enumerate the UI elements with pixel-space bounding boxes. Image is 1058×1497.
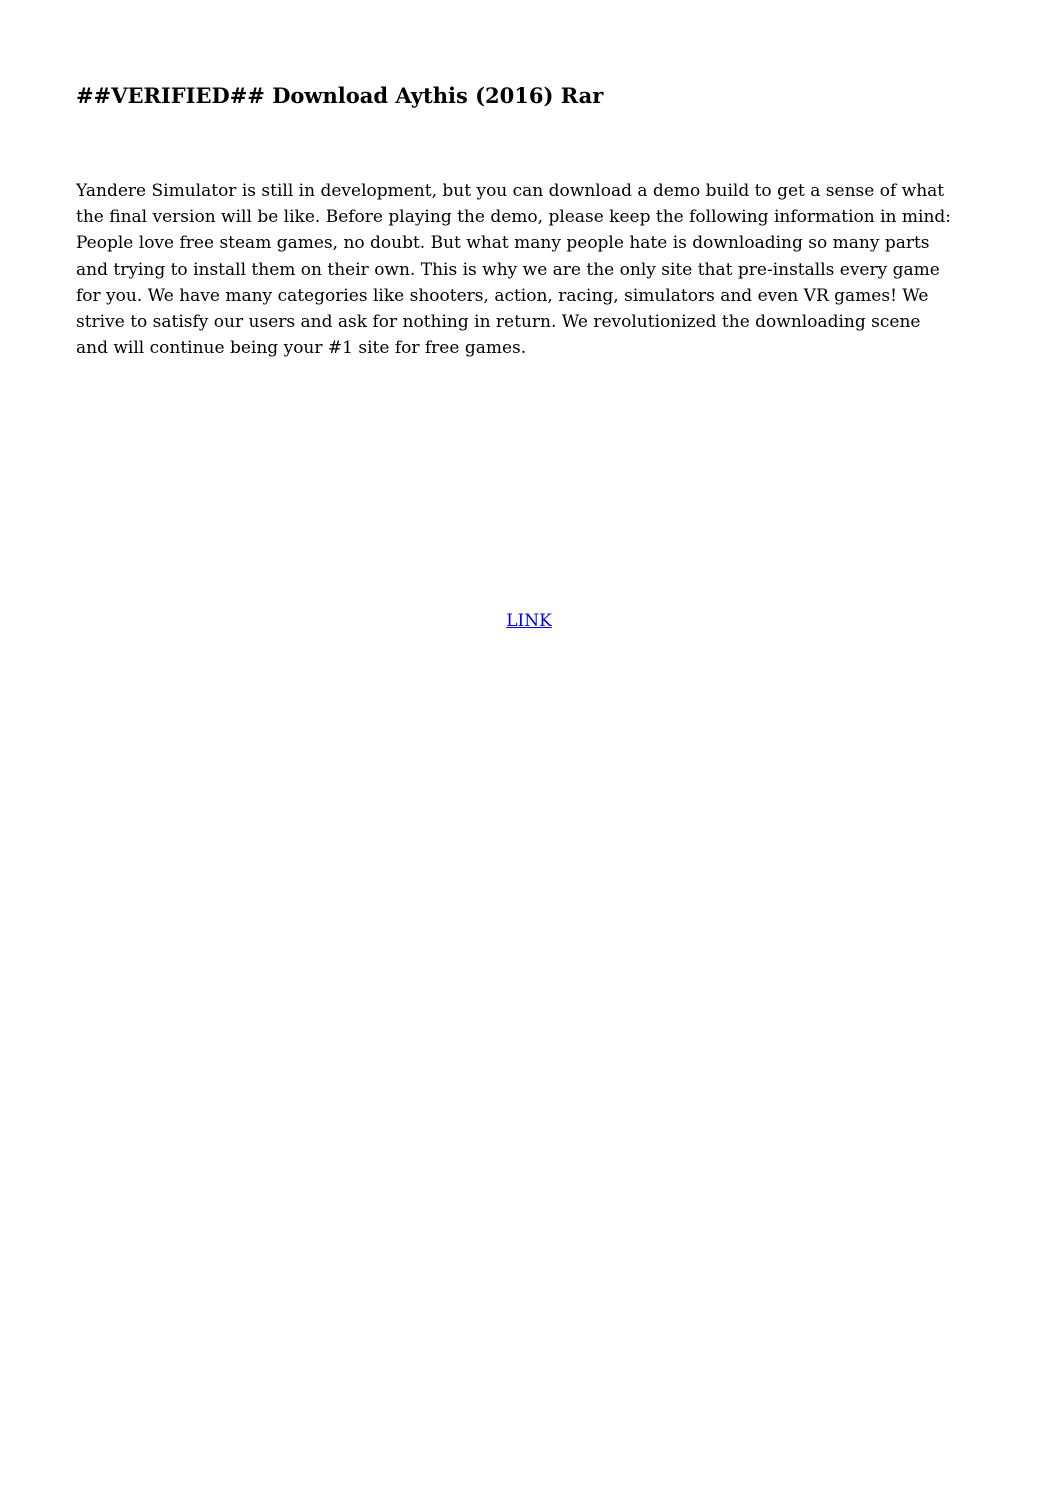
body-line: strive to satisfy our users and ask for nothing in return. We revolutionized the downloading scene [76, 312, 921, 333]
download-link[interactable]: LINK [506, 611, 552, 631]
body-line: the final version will be like. Before playing the demo, please keep the following information in mind: [76, 207, 952, 228]
body-line: for you. We have many categories like shooters, action, racing, simulators and even VR games! We [76, 285, 929, 306]
document-body [76, 178, 988, 361]
body-line: Yandere Simulator is still in development, but you can download a demo build to get a sense of what [76, 181, 945, 201]
link-container [0, 608, 1058, 634]
body-line: People love free steam games, no doubt. But what many people hate is downloading so many parts [76, 233, 930, 254]
body-line: and trying to install them on their own. This is why we are the only site that pre-installs every game [76, 259, 940, 280]
body-line: and will continue being your #1 site for free games. [76, 338, 527, 359]
document-title: ##VERIFIED## Download Aythis (2016) Rar [76, 83, 604, 108]
